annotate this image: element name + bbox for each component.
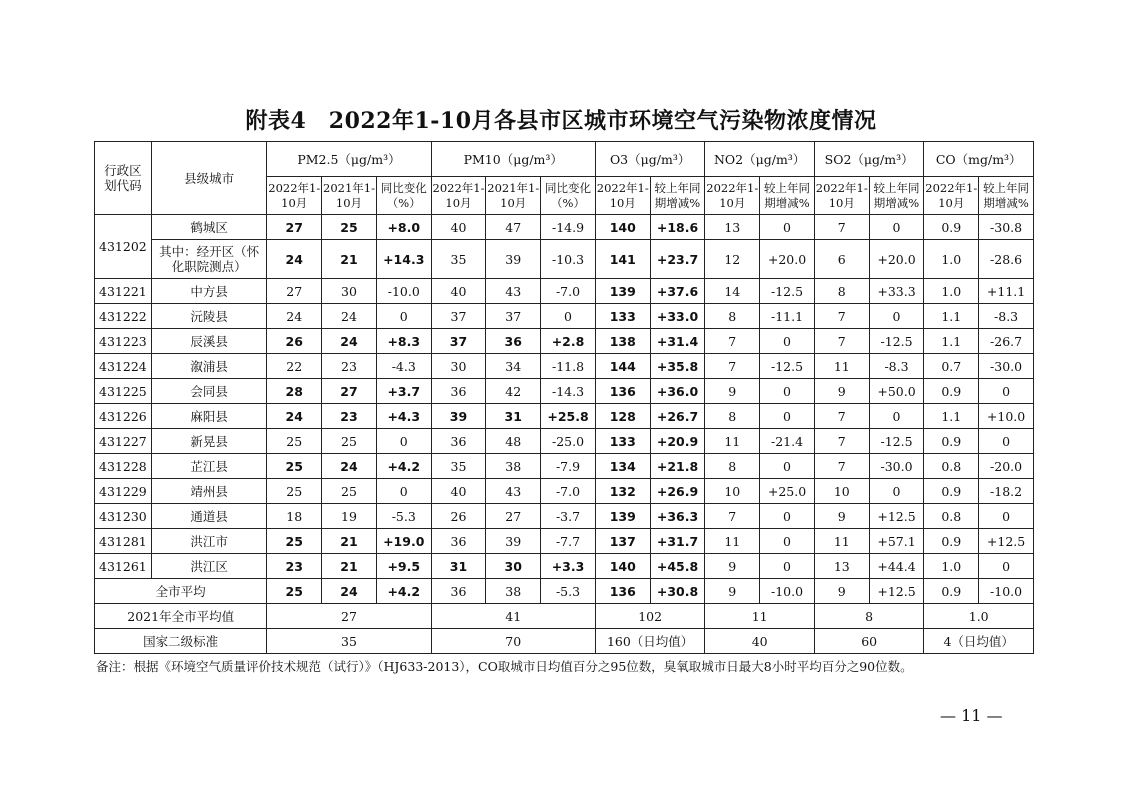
value-cell: 7 [814,329,869,354]
value-cell: -12.5 [869,429,924,454]
value-cell: 9 [705,379,760,404]
value-cell: -11.8 [541,354,596,379]
value-cell: 139 [595,504,650,529]
county-cell: 辰溪县 [151,329,267,354]
value-cell: -26.7 [979,329,1034,354]
value-cell: 27 [486,504,541,529]
value-cell: +14.3 [376,240,431,279]
value-cell: 137 [595,529,650,554]
value-cell: +31.4 [650,329,705,354]
value-cell: 35 [431,240,486,279]
value-cell: +25.8 [541,404,596,429]
value-cell: +30.8 [650,579,705,604]
county-cell: 溆浦县 [151,354,267,379]
value-cell: -7.9 [541,454,596,479]
value-cell: 39 [486,240,541,279]
value-cell: -10.0 [979,579,1034,604]
value-cell: 37 [486,304,541,329]
value-cell: 31 [486,404,541,429]
value-cell: 34 [486,354,541,379]
value-cell: 24 [267,240,322,279]
value-cell: -3.7 [541,504,596,529]
standard-no2: 40 [705,629,815,654]
value-cell: 23 [322,354,377,379]
value-cell: 25 [322,215,377,240]
value-cell: 0 [760,404,815,429]
value-cell: +57.1 [869,529,924,554]
code-cell: 431228 [95,454,152,479]
value-cell: +8.0 [376,215,431,240]
value-cell: 7 [705,329,760,354]
value-cell: -7.0 [541,479,596,504]
value-cell: +8.3 [376,329,431,354]
value-cell: -30.8 [979,215,1034,240]
standard-o3: 160（日均值） [595,629,705,654]
county-cell: 中方县 [151,279,267,304]
sub-header-2022: 2022年1-10月 [431,177,486,215]
table-row [95,504,1034,529]
value-cell: 36 [431,379,486,404]
avg2021-no2: 11 [705,604,815,629]
value-cell: 0 [760,454,815,479]
value-cell: +26.9 [650,479,705,504]
standard-label: 国家二级标准 [95,629,267,654]
value-cell: -7.7 [541,529,596,554]
value-cell: 30 [322,279,377,304]
sub-header-2021: 2021年1-10月 [322,177,377,215]
value-cell: +12.5 [869,579,924,604]
value-cell: 0 [541,304,596,329]
value-cell: 141 [595,240,650,279]
value-cell: 9 [705,554,760,579]
value-cell: 21 [322,240,377,279]
table-row [95,479,1034,504]
sub-header-2022: 2022年1-10月 [595,177,650,215]
value-cell: 7 [705,354,760,379]
value-cell: -28.6 [979,240,1034,279]
air-quality-table [94,141,1034,654]
value-cell: 25 [322,479,377,504]
value-cell: 0 [760,215,815,240]
value-cell: +10.0 [979,404,1034,429]
code-cell: 431229 [95,479,152,504]
sub-header-2022: 2022年1-10月 [267,177,322,215]
value-cell: 8 [705,404,760,429]
code-cell: 431261 [95,554,152,579]
value-cell: 14 [705,279,760,304]
value-cell: 27 [267,215,322,240]
code-cell: 431222 [95,304,152,329]
value-cell: +11.1 [979,279,1034,304]
value-cell: 0 [760,529,815,554]
value-cell: 133 [595,429,650,454]
table-row [95,429,1034,454]
value-cell: 0 [869,304,924,329]
header-no2: NO2（μg/m³） [705,142,815,177]
value-cell: 42 [486,379,541,404]
value-cell: 0 [979,429,1034,454]
value-cell: 0 [760,379,815,404]
value-cell: 132 [595,479,650,504]
value-cell: 36 [486,329,541,354]
value-cell: 21 [322,554,377,579]
code-cell: 431230 [95,504,152,529]
standard-pm10: 70 [431,629,595,654]
value-cell: -5.3 [541,579,596,604]
value-cell: 28 [267,379,322,404]
value-cell: +25.0 [760,479,815,504]
value-cell: 8 [814,279,869,304]
value-cell: 0 [869,215,924,240]
value-cell: 9 [814,379,869,404]
value-cell: 0 [760,554,815,579]
value-cell: 7 [814,304,869,329]
value-cell: 8 [705,304,760,329]
value-cell: +44.4 [869,554,924,579]
code-cell: 431225 [95,379,152,404]
value-cell: +2.8 [541,329,596,354]
code-cell: 431224 [95,354,152,379]
value-cell: 40 [431,279,486,304]
value-cell: 25 [267,454,322,479]
value-cell: 40 [431,479,486,504]
table-title: 附表4 2022年1-10月各县市区城市环境空气污染物浓度情况 [245,108,877,134]
header-pm10: PM10（μg/m³） [431,142,595,177]
header-co: CO（mg/m³） [924,142,1034,177]
value-cell: 25 [322,429,377,454]
header-row-groups [95,142,1034,177]
value-cell: 23 [322,404,377,429]
value-cell: 9 [705,579,760,604]
value-cell: +20.0 [869,240,924,279]
value-cell: 1.0 [924,279,979,304]
value-cell: -4.3 [376,354,431,379]
county-cell: 新晃县 [151,429,267,454]
value-cell: 140 [595,215,650,240]
value-cell: 38 [486,454,541,479]
value-cell: 138 [595,329,650,354]
value-cell: 19 [322,504,377,529]
value-cell: +4.2 [376,454,431,479]
sub-header-yoy: 同比变化（%） [541,177,596,215]
value-cell: 0 [760,504,815,529]
table-row [95,529,1034,554]
sub-header-2022: 2022年1-10月 [814,177,869,215]
value-cell: 37 [431,329,486,354]
value-cell: 11 [705,429,760,454]
page-number: — 11 — [940,706,1003,725]
value-cell: +4.2 [376,579,431,604]
header-county: 县级城市 [151,142,267,215]
table-row [95,304,1034,329]
value-cell: 36 [431,429,486,454]
value-cell: 0 [376,429,431,454]
value-cell: -14.9 [541,215,596,240]
value-cell: -30.0 [979,354,1034,379]
value-cell: +21.8 [650,454,705,479]
value-cell: 43 [486,479,541,504]
value-cell: 21 [322,529,377,554]
sub-header-2021: 2021年1-10月 [486,177,541,215]
value-cell: 39 [486,529,541,554]
table-row [95,354,1034,379]
value-cell: -12.5 [869,329,924,354]
value-cell: -7.0 [541,279,596,304]
value-cell: 11 [814,529,869,554]
value-cell: 24 [322,579,377,604]
value-cell: 13 [814,554,869,579]
code-cell: 431223 [95,329,152,354]
sub-header-2022: 2022年1-10月 [705,177,760,215]
value-cell: 0.7 [924,354,979,379]
code-cell: 431227 [95,429,152,454]
value-cell: 136 [595,579,650,604]
value-cell: 25 [267,429,322,454]
value-cell: -10.0 [760,579,815,604]
value-cell: 0 [869,479,924,504]
value-cell: 7 [814,404,869,429]
value-cell: 25 [267,529,322,554]
value-cell: 27 [267,279,322,304]
header-o3: O3（μg/m³） [595,142,705,177]
value-cell: 0.8 [924,504,979,529]
value-cell: +4.3 [376,404,431,429]
county-cell: 沅陵县 [151,304,267,329]
value-cell: -5.3 [376,504,431,529]
value-cell: 0 [376,304,431,329]
table-row [95,379,1034,404]
value-cell: +9.5 [376,554,431,579]
value-cell: +19.0 [376,529,431,554]
value-cell: +3.3 [541,554,596,579]
value-cell: -20.0 [979,454,1034,479]
value-cell: 35 [431,454,486,479]
value-cell: 25 [267,479,322,504]
value-cell: 7 [814,454,869,479]
value-cell: +35.8 [650,354,705,379]
value-cell: 24 [267,304,322,329]
table-row [95,404,1034,429]
value-cell: 26 [431,504,486,529]
value-cell: -18.2 [979,479,1034,504]
table-row [95,279,1034,304]
value-cell: 26 [267,329,322,354]
value-cell: 0.9 [924,579,979,604]
value-cell: 133 [595,304,650,329]
value-cell: 31 [431,554,486,579]
value-cell: 1.1 [924,304,979,329]
value-cell: 13 [705,215,760,240]
value-cell: 134 [595,454,650,479]
value-cell: 8 [705,454,760,479]
standard-pm25: 35 [267,629,431,654]
footnote: 备注：根据《环境空气质量评价技术规范（试行）》（HJ633-2013），CO取城市日均值百分之95位数，臭氧取城市日最大8小时平均百分之90位数。 [96,659,913,674]
table-row [95,579,1034,604]
value-cell: 38 [486,579,541,604]
table-row [95,240,1034,279]
value-cell: 24 [322,304,377,329]
value-cell: 0.8 [924,454,979,479]
table-row [95,554,1034,579]
table-row [95,454,1034,479]
sub-header-2022: 2022年1-10月 [924,177,979,215]
value-cell: 9 [814,504,869,529]
value-cell: 40 [431,215,486,240]
value-cell: 11 [705,529,760,554]
value-cell: 7 [705,504,760,529]
value-cell: -8.3 [869,354,924,379]
value-cell: 0 [376,479,431,504]
value-cell: 48 [486,429,541,454]
avg2021-pm25: 27 [267,604,431,629]
value-cell: -30.0 [869,454,924,479]
value-cell: +45.8 [650,554,705,579]
header-so2: SO2（μg/m³） [814,142,924,177]
value-cell: -12.5 [760,354,815,379]
value-cell: 0.9 [924,429,979,454]
county-cell: 全市平均 [95,579,267,604]
value-cell: 0 [979,379,1034,404]
value-cell: 0 [979,554,1034,579]
county-cell: 会同县 [151,379,267,404]
county-cell: 洪江市 [151,529,267,554]
value-cell: 7 [814,429,869,454]
value-cell: -14.3 [541,379,596,404]
value-cell: 43 [486,279,541,304]
county-cell: 麻阳县 [151,404,267,429]
value-cell: 0.9 [924,215,979,240]
value-cell: 7 [814,215,869,240]
sub-header-change: 较上年同期增减% [650,177,705,215]
value-cell: -10.3 [541,240,596,279]
value-cell: +33.0 [650,304,705,329]
value-cell: 1.1 [924,329,979,354]
county-cell: 靖州县 [151,479,267,504]
county-cell: 通道县 [151,504,267,529]
value-cell: 18 [267,504,322,529]
sub-header-change: 较上年同期增减% [869,177,924,215]
value-cell: +36.0 [650,379,705,404]
value-cell: 36 [431,579,486,604]
value-cell: 47 [486,215,541,240]
code-cell: 431281 [95,529,152,554]
value-cell: 1.1 [924,404,979,429]
value-cell: 37 [431,304,486,329]
avg2021-pm10: 41 [431,604,595,629]
sub-header-yoy: 同比变化（%） [376,177,431,215]
value-cell: 30 [486,554,541,579]
value-cell: -8.3 [979,304,1034,329]
standard-co: 4（日均值） [924,629,1034,654]
county-cell: 其中：经开区（怀化职院测点） [151,240,267,279]
avg2021-row [95,604,1034,629]
value-cell: 0.9 [924,479,979,504]
value-cell: 1.0 [924,240,979,279]
value-cell: 11 [814,354,869,379]
value-cell: 24 [322,329,377,354]
value-cell: 6 [814,240,869,279]
value-cell: 12 [705,240,760,279]
standard-row [95,629,1034,654]
value-cell: 25 [267,579,322,604]
value-cell: 24 [267,404,322,429]
value-cell: -12.5 [760,279,815,304]
header-code: 行政区划代码 [95,142,152,215]
value-cell: 10 [705,479,760,504]
avg2021-so2: 8 [814,604,924,629]
value-cell: 9 [814,579,869,604]
value-cell: 30 [431,354,486,379]
value-cell: 139 [595,279,650,304]
value-cell: 0.9 [924,379,979,404]
value-cell: +3.7 [376,379,431,404]
value-cell: 128 [595,404,650,429]
value-cell: 24 [322,454,377,479]
code-cell: 431221 [95,279,152,304]
avg2021-label: 2021年全市平均值 [95,604,267,629]
value-cell: 27 [322,379,377,404]
value-cell: -11.1 [760,304,815,329]
sub-header-change: 较上年同期增减% [979,177,1034,215]
value-cell: 136 [595,379,650,404]
value-cell: +36.3 [650,504,705,529]
value-cell: 144 [595,354,650,379]
value-cell: +23.7 [650,240,705,279]
value-cell: 22 [267,354,322,379]
table-row [95,215,1034,240]
code-cell: 431226 [95,404,152,429]
value-cell: +20.9 [650,429,705,454]
county-cell: 芷江县 [151,454,267,479]
table-row [95,329,1034,354]
value-cell: +37.6 [650,279,705,304]
standard-so2: 60 [814,629,924,654]
county-cell: 鹤城区 [151,215,267,240]
value-cell: 10 [814,479,869,504]
value-cell: +26.7 [650,404,705,429]
value-cell: -25.0 [541,429,596,454]
value-cell: +12.5 [869,504,924,529]
value-cell: 140 [595,554,650,579]
value-cell: 36 [431,529,486,554]
value-cell: 0.9 [924,529,979,554]
value-cell: 1.0 [924,554,979,579]
value-cell: +33.3 [869,279,924,304]
avg2021-o3: 102 [595,604,705,629]
sub-header-change: 较上年同期增减% [760,177,815,215]
value-cell: -10.0 [376,279,431,304]
value-cell: 0 [979,504,1034,529]
avg2021-co: 1.0 [924,604,1034,629]
value-cell: +20.0 [760,240,815,279]
header-pm25: PM2.5（μg/m³） [267,142,431,177]
value-cell: +18.6 [650,215,705,240]
value-cell: 23 [267,554,322,579]
value-cell: +12.5 [979,529,1034,554]
code-cell: 431202 [95,215,152,279]
value-cell: 0 [760,329,815,354]
county-cell: 洪江区 [151,554,267,579]
value-cell: 39 [431,404,486,429]
value-cell: 0 [869,404,924,429]
value-cell: -21.4 [760,429,815,454]
value-cell: +50.0 [869,379,924,404]
value-cell: +31.7 [650,529,705,554]
